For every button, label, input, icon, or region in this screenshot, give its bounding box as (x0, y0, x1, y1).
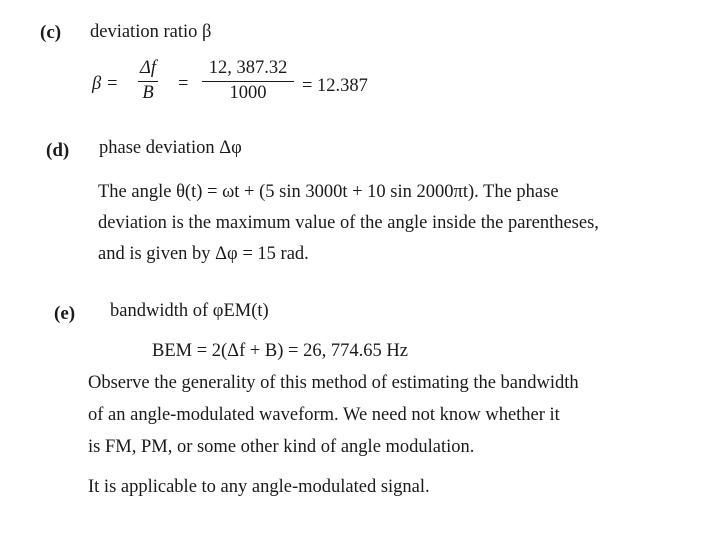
part-c-heading: deviation ratio β (90, 22, 212, 42)
part-e-label: (e) (54, 303, 76, 324)
part-d-line-2: deviation is the maximum value of the angle inside the parentheses, (98, 213, 599, 233)
fraction-numerator: Δf (140, 58, 156, 78)
part-d-line-1: The angle θ(t) = ωt + (5 sin 3000t + 10 sin 2000πt). The phase (98, 182, 559, 202)
fraction-bar (202, 81, 294, 82)
part-e-line-2: of an angle-modulated waveform. We need not know whether it (88, 405, 560, 425)
part-e-heading: bandwidth of φEM(t) (110, 301, 269, 321)
part-e-line-1: Observe the generality of this method of estimating the bandwidth (88, 373, 579, 393)
fraction-numerator: 12, 387.32 (208, 58, 288, 78)
fraction-denominator: B (142, 83, 154, 103)
part-d-label: (d) (46, 140, 70, 161)
part-e-line-3: is FM, PM, or some other kind of angle modulation. (88, 437, 475, 457)
equals-sign: = (178, 74, 189, 94)
beta-result: = 12.387 (302, 76, 368, 96)
beta-lhs: β = (92, 74, 119, 94)
fraction-delta-f-over-b (138, 58, 158, 104)
fraction-numeric (202, 58, 294, 104)
fraction-denominator: 1000 (229, 83, 267, 103)
part-e-line-4: It is applicable to any angle-modulated signal. (88, 477, 430, 497)
fraction-bar (138, 81, 158, 82)
bandwidth-equation: BEM = 2(Δf + B) = 26, 774.65 Hz (152, 341, 408, 361)
part-d-line-3: and is given by Δφ = 15 rad. (98, 244, 309, 264)
part-c-label: (c) (40, 22, 62, 43)
part-d-heading: phase deviation Δφ (99, 138, 242, 158)
